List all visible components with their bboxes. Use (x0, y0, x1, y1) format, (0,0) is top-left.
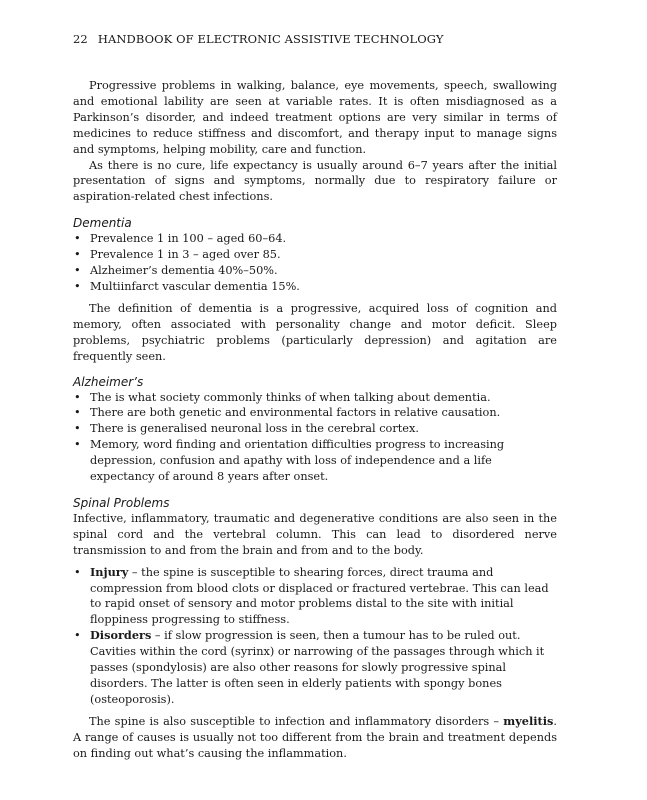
list-item: • There is generalised neuronal loss in the cerebral cortex. (74, 422, 419, 436)
bullet-glyph: • (74, 279, 81, 293)
bullet-glyph: • (74, 248, 81, 262)
page-body (73, 78, 557, 762)
spinal-intro-paragraph: Infective, inflammatory, traumatic and degenerative conditions are also seen in the spinal cord and the vertebral column. This can lead to disordered nerve transmission to and from the brain and from and to the body. (73, 511, 557, 557)
intro-paragraph-2: As there is no cure, life expectancy is usually around 6–7 years after the initial presentation of signs and symptoms, normally due to respiratory failure or aspiration-related chest infections. (73, 158, 557, 204)
list-item: • Prevalence 1 in 3 – aged over 85. (74, 248, 281, 262)
term-disorders: Disorders (90, 628, 152, 643)
section-heading-alzheimers: Alzheimer’s (73, 374, 144, 389)
page-number: 22 (73, 32, 88, 46)
section-heading-spinal-problems: Spinal Problems (73, 495, 170, 510)
list-item: • Prevalence 1 in 100 – aged 60–64. (74, 232, 287, 246)
spinal-closing-paragraph: The spine is also susceptible to infection and inflammatory disorders – myelitis. A range of causes is usually not too different from the brain and treatment depends on finding out what’s causing the inflammation. (73, 713, 557, 760)
spinal-bullet-list (73, 565, 557, 708)
term-myelitis: myelitis (503, 713, 554, 728)
bullet-glyph: • (74, 406, 81, 420)
dementia-paragraph: The definition of dementia is a progressive, acquired loss of cognition and memory, often associated with personality change and motor deficit. Sleep problems, psychiatric problems (particularly depression) and agitation are frequently seen. (73, 301, 557, 363)
bullet-glyph: • (74, 390, 81, 404)
alzheimers-bullet-list (73, 390, 557, 485)
bullet-glyph: • (74, 438, 81, 452)
dementia-bullet-list (73, 231, 557, 295)
list-item: • Multiinfarct vascular dementia 15%. (74, 279, 300, 293)
list-item: • Injury – the spine is susceptible to shearing forces, direct trauma and compression from blood clots or displaced or fractured vertebrae. This can lead to rapid onset of sensory and motor problems distal to the site with initial floppiness progressing to stiffness. (74, 564, 549, 627)
bullet-glyph: • (74, 232, 81, 246)
bullet-glyph: • (74, 422, 81, 436)
running-header (73, 32, 444, 46)
list-item: • The is what society commonly thinks of when talking about dementia. (74, 390, 491, 404)
bullet-glyph: • (74, 565, 81, 579)
intro-paragraph-1: Progressive problems in walking, balance, eye movements, speech, swallowing and emotional lability are seen at variable rates. It is often misdiagnosed as a Parkinson’s disorder, and indeed treatment options are very similar in terms of medicines to reduce stiffness and discomfort, and therapy input to manage signs and symptoms, helping mobility, care and function. (73, 79, 557, 156)
term-injury: Injury (90, 564, 129, 579)
running-title: HANDBOOK OF ELECTRONIC ASSISTIVE TECHNOLOGY (97, 32, 444, 46)
list-item: • Alzheimer’s dementia 40%–50%. (74, 264, 278, 278)
bullet-glyph: • (74, 629, 81, 643)
list-item: • Memory, word finding and orientation difficulties progress to increasing depression, confusion and apathy with loss of independence and a life expectancy of around 8 years after onset. (74, 438, 505, 484)
list-item: • There are both genetic and environmental factors in relative causation. (74, 406, 501, 420)
list-item: • Disorders – if slow progression is seen, then a tumour has to be ruled out. Cavities within the cord (syrinx) or narrowing of the passages through which it passes (spondylosis) are also other reasons for slowly progressive spinal disorders. The latter is often seen in elderly patients with spongy bones (osteoporosis). (74, 628, 545, 706)
bullet-glyph: • (74, 264, 81, 278)
section-heading-dementia: Dementia (73, 216, 132, 231)
